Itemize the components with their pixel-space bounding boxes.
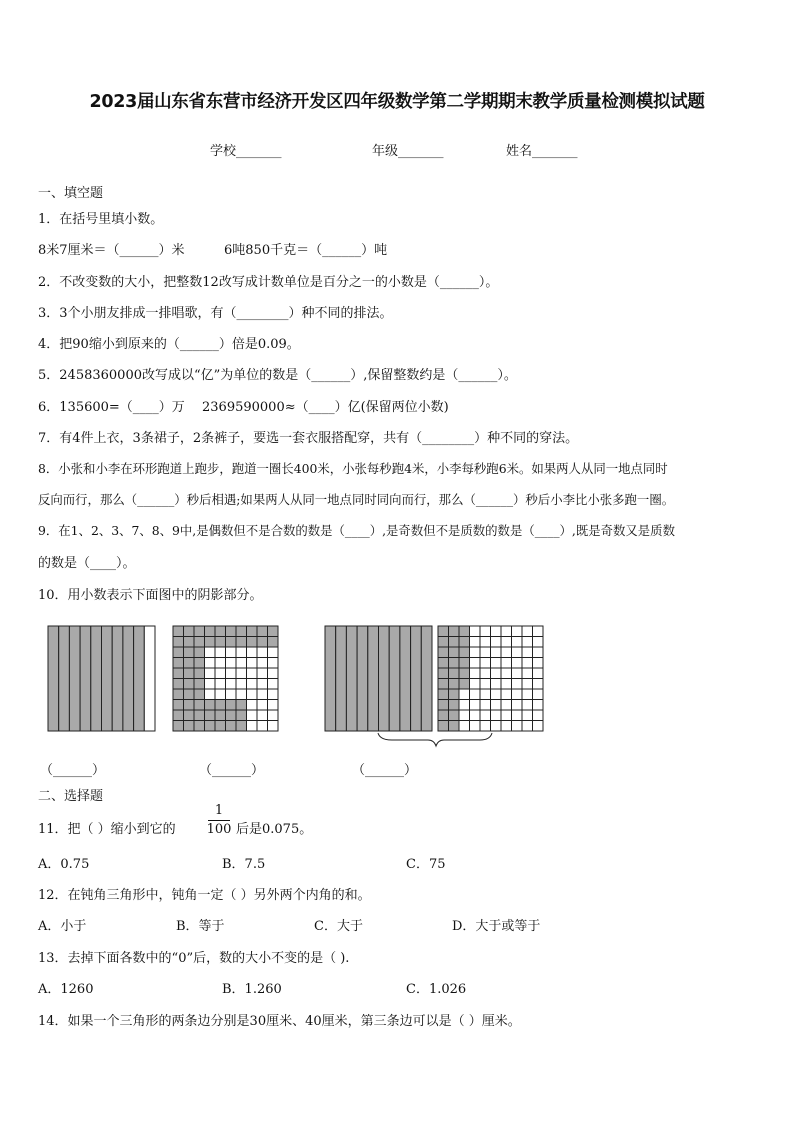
grid-cell <box>480 637 491 648</box>
grid-cell <box>215 668 226 679</box>
grid-cell <box>173 679 184 690</box>
grid-cell <box>533 647 544 658</box>
grid-cell <box>184 647 195 658</box>
question-6b: 2369590000≈（____）亿(保留两位小数) <box>202 400 449 415</box>
question-7: 7．有4件上衣，3条裙子，2条裤子，要选一套衣服搭配穿，共有（________）种不同的穿法。 <box>38 431 579 446</box>
grid-cell <box>512 710 523 721</box>
grid-cell <box>173 700 184 711</box>
grid-cell <box>470 689 481 700</box>
question-9-line1: 9．在1、2、3、7、8、9中,是偶数但不是合数的数是（____）,是奇数但不是质数的数是（____）,既是奇数又是质数 <box>38 523 675 538</box>
grid-cell <box>257 710 268 721</box>
question-3: 3．3个小朋友排成一排唱歌，有（________）种不同的排法。 <box>38 306 393 321</box>
grid-cell <box>247 658 258 669</box>
grid-cell <box>268 647 279 658</box>
grid-cell <box>480 668 491 679</box>
grid-cell <box>459 637 470 648</box>
grid-cell <box>491 679 502 690</box>
q12-option-a: A．小于 <box>38 919 87 934</box>
grid-cell <box>236 637 247 648</box>
tenth-strip <box>421 626 432 731</box>
grid-cell <box>226 626 237 637</box>
grid-cell <box>184 721 195 732</box>
grid-cell <box>257 647 268 658</box>
fraction-one-hundredth <box>206 803 232 838</box>
tenth-strip <box>144 626 155 731</box>
grid-cell <box>491 668 502 679</box>
grid-cell <box>236 710 247 721</box>
question-13: 13．去掉下面各数中的“0”后，数的大小不变的是（ ). <box>38 951 350 966</box>
grid-cell <box>236 626 247 637</box>
tenth-strip <box>91 626 102 731</box>
grid-cell <box>194 710 205 721</box>
question-1a: 8米7厘米＝（______）米 <box>38 243 185 258</box>
grid-cell <box>491 647 502 658</box>
grid-cell <box>247 679 258 690</box>
grid-cell <box>459 626 470 637</box>
grid-cell <box>184 668 195 679</box>
grid-cell <box>533 626 544 637</box>
grid-cell <box>257 668 268 679</box>
grid-cell <box>438 626 449 637</box>
grid-cell <box>470 647 481 658</box>
grid-cell <box>470 700 481 711</box>
grid-cell <box>480 710 491 721</box>
grid-cell <box>438 647 449 658</box>
grid-cell <box>194 626 205 637</box>
grid-cell <box>173 626 184 637</box>
fraction-numerator: 1 <box>214 803 224 818</box>
grid-cell <box>438 658 449 669</box>
grid-cell <box>173 710 184 721</box>
grid-cell <box>173 668 184 679</box>
grid-cell <box>236 679 247 690</box>
grid-cell <box>205 700 216 711</box>
q11-option-c: C．75 <box>406 857 446 872</box>
grid-cell <box>522 689 533 700</box>
grid-cell <box>226 647 237 658</box>
grid-cell <box>194 668 205 679</box>
q10-blank-3: （______） <box>352 763 418 778</box>
grid-cell <box>438 668 449 679</box>
grid-cell <box>173 658 184 669</box>
grid-cell <box>522 679 533 690</box>
grid-cell <box>501 721 512 732</box>
grid-cell <box>533 721 544 732</box>
tenth-strip <box>69 626 80 731</box>
grid-cell <box>215 658 226 669</box>
q10-blank-2: （______） <box>199 763 265 778</box>
grid-cell <box>470 668 481 679</box>
grid-cell <box>184 710 195 721</box>
grid-cell <box>215 637 226 648</box>
tenth-strip <box>368 626 379 731</box>
grid-cell <box>501 710 512 721</box>
grid-cell <box>268 668 279 679</box>
grid-cell <box>522 658 533 669</box>
tenth-strip <box>379 626 390 731</box>
grid-cell <box>449 668 460 679</box>
grid-cell <box>173 689 184 700</box>
grid-cell <box>459 710 470 721</box>
grid-cell <box>459 721 470 732</box>
grid-cell <box>512 689 523 700</box>
grid-cell <box>268 637 279 648</box>
grid-cell <box>491 700 502 711</box>
question-9-line2: 的数是（____）。 <box>38 556 136 571</box>
grid-cell <box>501 700 512 711</box>
school-field: 学校_______ <box>210 144 282 159</box>
grid-cell <box>215 689 226 700</box>
grid-cell <box>512 668 523 679</box>
grid-cell <box>501 668 512 679</box>
grid-cell <box>512 721 523 732</box>
figure-1-tenths-grid <box>48 626 155 731</box>
grid-cell <box>459 700 470 711</box>
tenth-strip <box>123 626 134 731</box>
grid-cell <box>449 637 460 648</box>
grid-cell <box>449 658 460 669</box>
grid-cell <box>522 721 533 732</box>
grid-cell <box>501 647 512 658</box>
grid-cell <box>512 637 523 648</box>
question-8-line2: 反向而行，那么（______）秒后相遇;如果两人从同一地点同时同向而行，那么（______）秒后小李比小张多跑一圈。 <box>38 492 675 507</box>
grid-cell <box>533 637 544 648</box>
grid-cell <box>449 721 460 732</box>
tenth-strip <box>59 626 70 731</box>
q13-option-c: C．1.026 <box>406 982 467 997</box>
q11-option-b: B．7.5 <box>222 857 266 872</box>
grid-cell <box>268 689 279 700</box>
grid-cell <box>470 679 481 690</box>
grid-cell <box>438 710 449 721</box>
question-2: 2．不改变数的大小，把整数12改写成计数单位是百分之一的小数是（______）。 <box>38 275 499 290</box>
grid-cell <box>470 721 481 732</box>
grid-cell <box>512 700 523 711</box>
question-4: 4．把90缩小到原来的（______）倍是0.09。 <box>38 337 300 352</box>
question-12: 12．在钝角三角形中，钝角一定（ ）另外两个内角的和。 <box>38 888 371 903</box>
grid-cell <box>470 626 481 637</box>
grid-cell <box>194 658 205 669</box>
figure-2-hundredths-grid <box>173 626 278 731</box>
grid-cell <box>226 637 237 648</box>
q10-blank-1: （______） <box>40 763 106 778</box>
grid-cell <box>205 721 216 732</box>
grid-cell <box>522 647 533 658</box>
tenth-strip <box>389 626 400 731</box>
question-1: 1．在括号里填小数。 <box>38 212 164 227</box>
q11-option-a: A．0.75 <box>38 857 90 872</box>
grid-cell <box>438 679 449 690</box>
grid-cell <box>247 668 258 679</box>
grid-cell <box>226 721 237 732</box>
grid-cell <box>459 679 470 690</box>
grid-cell <box>215 700 226 711</box>
grid-cell <box>449 689 460 700</box>
grid-cell <box>205 626 216 637</box>
grid-cell <box>491 721 502 732</box>
question-11-pre: 11．把（ ）缩小到它的 <box>38 822 176 837</box>
tenth-strip <box>325 626 336 731</box>
grid-cell <box>236 668 247 679</box>
grid-cell <box>257 721 268 732</box>
grid-cell <box>533 679 544 690</box>
tenth-strip <box>48 626 59 731</box>
section-choice-heading: 二、选择题 <box>38 789 104 804</box>
grid-cell <box>533 668 544 679</box>
tenth-strip <box>102 626 113 731</box>
grid-cell <box>480 626 491 637</box>
grid-cell <box>205 679 216 690</box>
grid-cell <box>226 658 237 669</box>
grid-cell <box>257 626 268 637</box>
grid-cell <box>491 626 502 637</box>
grid-cell <box>194 637 205 648</box>
grid-cell <box>522 668 533 679</box>
grid-cell <box>247 721 258 732</box>
grid-cell <box>257 689 268 700</box>
grid-cell <box>194 721 205 732</box>
grid-cell <box>184 679 195 690</box>
grid-cell <box>501 626 512 637</box>
grid-cell <box>215 679 226 690</box>
grid-cell <box>480 647 491 658</box>
question-11-post: 后是0.075。 <box>236 822 313 837</box>
grid-cell <box>449 679 460 690</box>
question-8-line1: 8．小张和小李在环形跑道上跑步，跑道一圈长400米，小张每秒跑4米，小李每秒跑6米。如果两人从同一地点同时 <box>38 461 668 476</box>
grid-cell <box>449 710 460 721</box>
tenth-strip <box>134 626 145 731</box>
grid-cell <box>449 647 460 658</box>
grid-cell <box>501 637 512 648</box>
grid-cell <box>236 658 247 669</box>
grid-cell <box>184 637 195 648</box>
grid-cell <box>205 637 216 648</box>
grid-cell <box>205 647 216 658</box>
tenth-strip <box>411 626 422 731</box>
grid-cell <box>194 700 205 711</box>
grid-cell <box>533 658 544 669</box>
grid-cell <box>226 679 237 690</box>
grid-cell <box>226 668 237 679</box>
q13-option-b: B．1.260 <box>222 982 282 997</box>
tenth-strip <box>112 626 123 731</box>
grid-cell <box>533 689 544 700</box>
grid-cell <box>257 658 268 669</box>
grid-cell <box>173 647 184 658</box>
grid-cell <box>470 658 481 669</box>
grid-cell <box>438 721 449 732</box>
q12-option-c: C．大于 <box>314 919 363 934</box>
grid-cell <box>480 658 491 669</box>
q13-option-a: A．1260 <box>38 982 94 997</box>
grid-cell <box>247 626 258 637</box>
grid-cell <box>257 679 268 690</box>
question-10: 10．用小数表示下面图中的阴影部分。 <box>38 588 263 603</box>
grid-cell <box>226 700 237 711</box>
grid-cell <box>268 658 279 669</box>
grid-cell <box>268 679 279 690</box>
question-1b: 6吨850千克＝（______）吨 <box>224 243 388 258</box>
question-14: 14．如果一个三角形的两条边分别是30厘米、40厘米，第三条边可以是（ ）厘米。 <box>38 1014 521 1029</box>
grid-cell <box>533 710 544 721</box>
tenth-strip <box>336 626 347 731</box>
grid-cell <box>268 710 279 721</box>
grid-cell <box>173 721 184 732</box>
figure-4-hundredths-grid <box>438 626 543 731</box>
grid-cell <box>205 668 216 679</box>
grid-cell <box>257 637 268 648</box>
grid-cell <box>501 658 512 669</box>
q12-option-b: B．等于 <box>176 919 225 934</box>
q12-option-d: D．大于或等于 <box>452 919 541 934</box>
grid-cell <box>512 658 523 669</box>
figure-3-tenths-grid <box>325 626 432 731</box>
grid-cell <box>522 637 533 648</box>
grid-cell <box>512 679 523 690</box>
grid-cell <box>480 721 491 732</box>
grid-cell <box>512 647 523 658</box>
grid-cell <box>480 689 491 700</box>
grid-cell <box>215 626 226 637</box>
grid-cell <box>184 689 195 700</box>
grid-cell <box>491 689 502 700</box>
fraction-denominator: 100 <box>206 822 232 837</box>
grid-cell <box>533 700 544 711</box>
grid-cell <box>268 700 279 711</box>
grid-cell <box>522 710 533 721</box>
grid-cell <box>438 637 449 648</box>
grid-cell <box>522 626 533 637</box>
tenth-strip <box>357 626 368 731</box>
grid-cell <box>480 700 491 711</box>
grid-cell <box>236 647 247 658</box>
grid-cell <box>268 626 279 637</box>
grid-cell <box>205 658 216 669</box>
tenth-strip <box>400 626 411 731</box>
grid-cell <box>501 679 512 690</box>
grid-cell <box>205 710 216 721</box>
brace <box>378 733 492 746</box>
grid-cell <box>480 679 491 690</box>
grid-cell <box>236 689 247 700</box>
grid-cell <box>205 689 216 700</box>
grid-cell <box>215 721 226 732</box>
grid-cell <box>215 647 226 658</box>
grid-cell <box>459 668 470 679</box>
grid-cell <box>491 710 502 721</box>
grid-cell <box>491 637 502 648</box>
question-5: 5．2458360000改写成以“亿”为单位的数是（______）,保留整数约是（______）。 <box>38 368 517 383</box>
grid-cell <box>236 721 247 732</box>
grid-cell <box>522 700 533 711</box>
grid-cell <box>247 710 258 721</box>
grid-cell <box>184 626 195 637</box>
tenth-strip <box>80 626 91 731</box>
exam-title: 2023届山东省东营市经济开发区四年级数学第二学期期末教学质量检测模拟试题 <box>89 92 705 112</box>
grid-cell <box>184 658 195 669</box>
grid-cell <box>247 637 258 648</box>
grid-cell <box>268 721 279 732</box>
grid-cell <box>194 689 205 700</box>
grid-cell <box>226 710 237 721</box>
grid-cell <box>247 689 258 700</box>
grid-cell <box>491 658 502 669</box>
grid-cell <box>184 700 195 711</box>
grid-cell <box>247 647 258 658</box>
grid-cell <box>226 689 237 700</box>
grid-cell <box>194 647 205 658</box>
grid-cell <box>215 710 226 721</box>
grid-cell <box>194 679 205 690</box>
grid-cell <box>247 700 258 711</box>
tenth-strip <box>346 626 357 731</box>
grid-cell <box>512 626 523 637</box>
grid-cell <box>173 637 184 648</box>
grade-field: 年级_______ <box>372 144 444 159</box>
grid-cell <box>459 658 470 669</box>
grid-cell <box>459 689 470 700</box>
grid-cell <box>257 700 268 711</box>
grid-cell <box>236 700 247 711</box>
question-6a: 6．135600=（____）万 <box>38 400 185 415</box>
grid-cell <box>449 626 460 637</box>
grid-cell <box>449 700 460 711</box>
section-fill-blank-heading: 一、填空题 <box>38 186 104 201</box>
grid-cell <box>438 700 449 711</box>
grid-cell <box>459 647 470 658</box>
grid-cell <box>438 689 449 700</box>
grid-cell <box>470 710 481 721</box>
grid-cell <box>470 637 481 648</box>
grid-cell <box>501 689 512 700</box>
name-field: 姓名_______ <box>506 144 578 159</box>
